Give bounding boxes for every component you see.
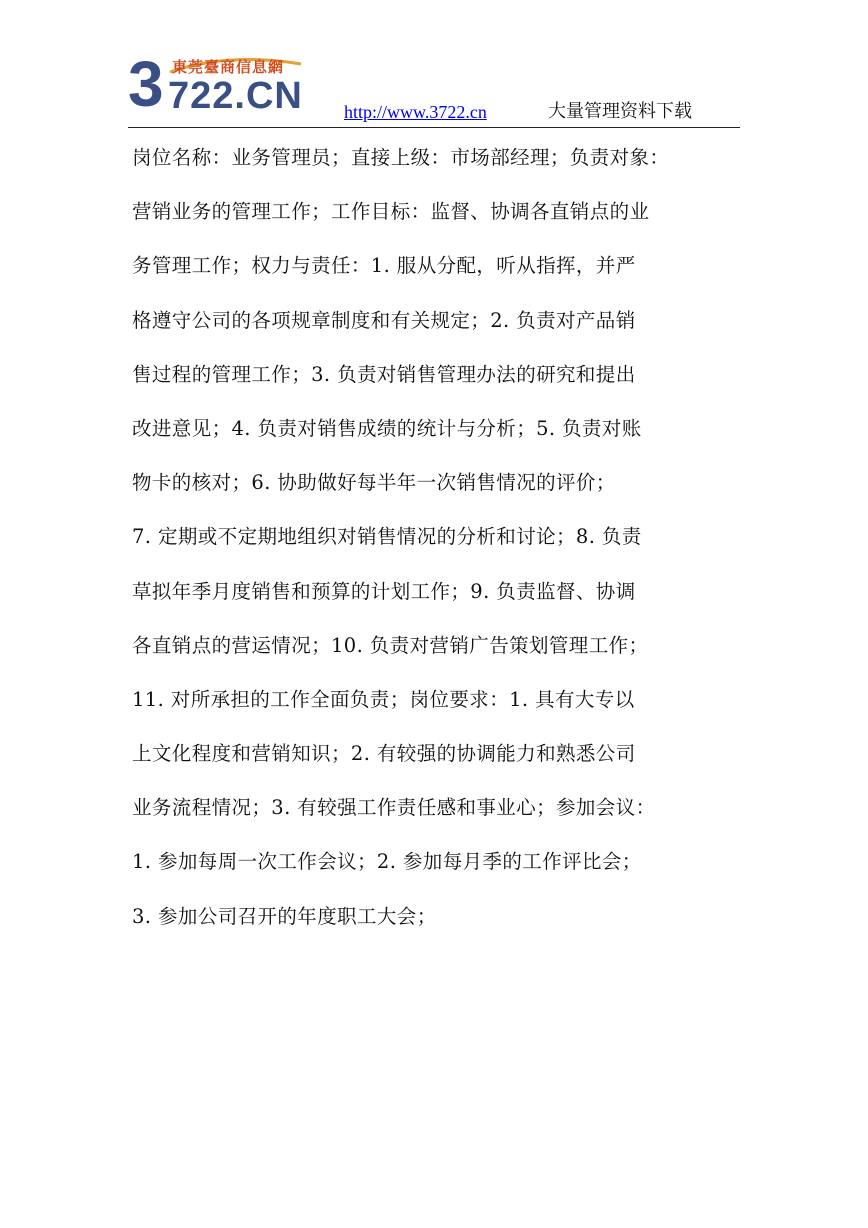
- site-url-link[interactable]: http://www.3722.cn: [344, 102, 487, 122]
- body-line: 11. 对所承担的工作全面负责；岗位要求：1. 具有大专以: [132, 687, 635, 711]
- body-line: 改进意见；4. 负责对销售成绩的统计与分析；5. 负责对账: [132, 416, 642, 440]
- logo-number: 722.CN: [168, 75, 303, 117]
- body-line: 7. 定期或不定期地组织对销售情况的分析和讨论；8. 负责: [132, 525, 642, 549]
- body-line: 物卡的核对；6. 协助做好每半年一次销售情况的评价；: [132, 471, 616, 495]
- body-line: 各直销点的营运情况；10. 负责对营销广告策划管理工作；: [132, 633, 649, 657]
- document-body: [132, 138, 744, 951]
- site-logo[interactable]: [128, 50, 328, 125]
- header-divider: [128, 127, 740, 128]
- logo-site-name: 東莞臺商信息網: [172, 58, 285, 76]
- body-line: 格遵守公司的各项规章制度和有关规定；2. 负责对产品销: [132, 308, 636, 332]
- logo-big-digit: 3: [128, 48, 162, 120]
- body-line: 业务流程情况；3. 有较强工作责任感和事业心；参加会议：: [132, 796, 656, 820]
- body-line: 3. 参加公司召开的年度职工大会；: [132, 904, 437, 928]
- body-line: 草拟年季月度销售和预算的计划工作；9. 负责监督、协调: [132, 579, 636, 603]
- body-line: 岗位名称：业务管理员；直接上级：市场部经理；负责对象：: [132, 146, 670, 169]
- body-line: 售过程的管理工作；3. 负责对销售管理办法的研究和提出: [132, 362, 636, 386]
- body-line: 上文化程度和营销知识；2. 有较强的协调能力和熟悉公司: [132, 742, 636, 766]
- body-line: 1. 参加每周一次工作会议；2. 参加每月季的工作评比会；: [132, 850, 642, 874]
- body-line: 务管理工作；权力与责任：1. 服从分配，听从指挥，并严: [132, 254, 636, 278]
- page-header: [128, 50, 740, 128]
- header-slogan: 大量管理资料下载: [548, 101, 692, 122]
- body-line: 营销业务的管理工作；工作目标：监督、协调各直销点的业: [132, 200, 650, 224]
